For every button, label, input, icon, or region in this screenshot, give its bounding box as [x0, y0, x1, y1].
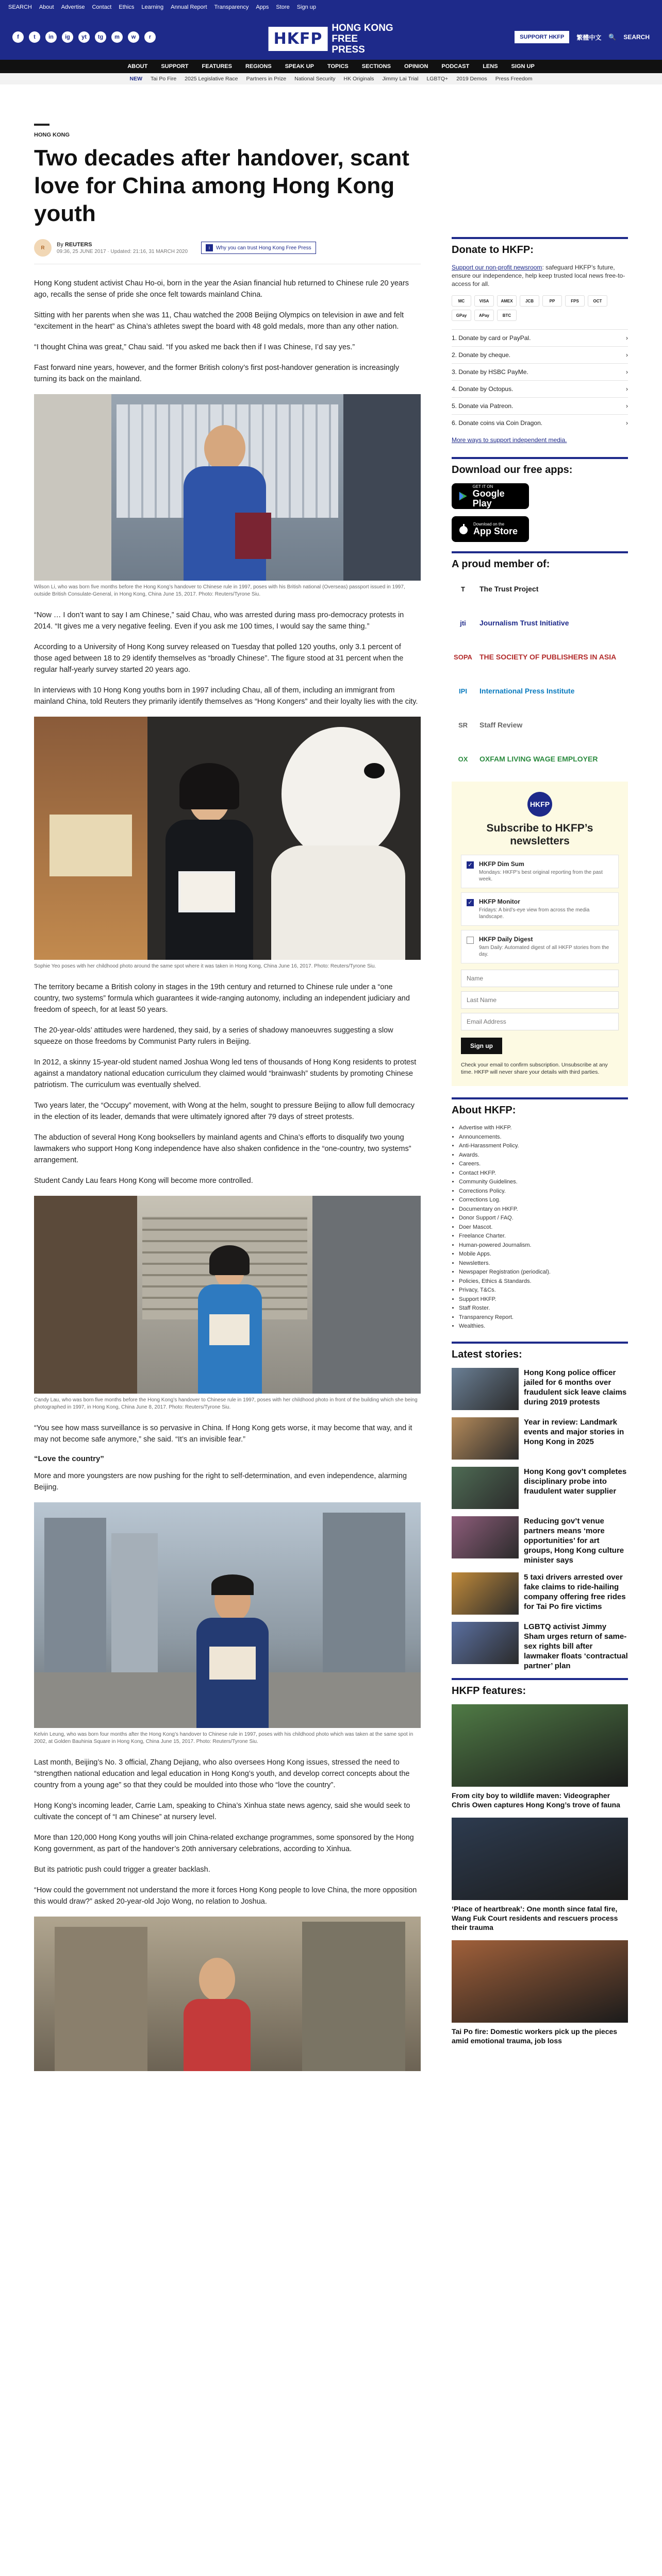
newsletter-checkbox[interactable]: ✓ — [467, 861, 474, 869]
latest-story[interactable] — [452, 1417, 628, 1460]
trending-link[interactable]: LGBTQ+ — [426, 76, 449, 82]
about-link[interactable]: • Community Guidelines. — [459, 1178, 628, 1187]
payment-icon: FPS — [565, 295, 585, 307]
member-name: Journalism Trust Initiative — [479, 619, 569, 627]
feature-story[interactable] — [452, 1818, 628, 1932]
nav-item[interactable]: FEATURES — [202, 63, 232, 70]
trending-link[interactable]: Press Freedom — [495, 76, 533, 82]
nav-item[interactable]: SECTIONS — [361, 63, 391, 70]
payment-icon: PP — [542, 295, 562, 307]
newsletter-title: Subscribe to HKFP’s newsletters — [486, 822, 593, 847]
feature-story[interactable] — [452, 1704, 628, 1809]
feature-story-title[interactable]: Tai Po fire: Domestic workers pick up the pieces amid emotional trauma, job loss — [452, 2027, 618, 2045]
site-logo[interactable] — [269, 23, 394, 55]
nav-item[interactable]: ABOUT — [127, 63, 148, 70]
social-icon[interactable]: ig — [62, 31, 73, 43]
payment-icon: VISA — [474, 295, 494, 307]
latest-title: Latest stories: — [452, 1348, 522, 1360]
member-logo-mark: T — [461, 585, 465, 593]
trust-link[interactable] — [201, 242, 316, 254]
social-links — [12, 31, 156, 43]
about-link[interactable]: • Awards. — [459, 1151, 628, 1160]
trending-link[interactable]: Partners in Prize — [246, 76, 287, 82]
trending-link[interactable]: 2025 Legislative Race — [185, 76, 238, 82]
donate-option-label: 4. Donate by Octopus. — [452, 385, 514, 393]
member-logo[interactable] — [452, 714, 628, 736]
nav-item[interactable]: OPINION — [404, 63, 428, 70]
chevron-right-icon: › — [626, 385, 628, 393]
features-widget — [452, 1678, 628, 2045]
newsletter-logo: HKFP — [527, 792, 552, 817]
astore-small-text: Download on the — [473, 522, 505, 527]
gplay-big-text: Google Play — [472, 488, 505, 509]
app-store-badge[interactable] — [452, 516, 529, 542]
newsletter-option[interactable] — [461, 892, 619, 926]
donate-option[interactable] — [452, 397, 628, 414]
member-logo[interactable] — [452, 748, 628, 770]
article-photo[interactable] — [34, 1502, 421, 1728]
donate-option-label: 2. Donate by cheque. — [452, 351, 511, 359]
paragraph: The territory became a British colony in stages in the 19th century and returned to Chinese rule under a “one country, two systems” formula which guarantees it wide-ranging autonomy, including an independent judiciary and freedom of speech, for at least 50 years. — [34, 983, 410, 1014]
donate-option[interactable] — [452, 380, 628, 397]
member-logo[interactable] — [452, 612, 628, 634]
member-logo-mark: SOPA — [454, 653, 472, 661]
paragraph: Two years later, the “Occupy” movement, with Wong at the helm, sought to pressure Beijing to allow full democracy in the election of its leader, demands that were ultimately ignored after 79 days of street protests. — [34, 1101, 415, 1121]
donate-more-link[interactable]: More ways to support independent media. — [452, 436, 567, 444]
latest-story-thumbnail[interactable] — [452, 1622, 519, 1664]
photo-caption: Candy Lau, who was born five months before the Hong Kong’s handover to Chinese rule in 1997, poses with her childhood photo in front of the building which she being photographed in 1997, in Hong Kong, China June 8, 2017. Photo: Reuters/Tyrone Siu. — [34, 1397, 418, 1410]
latest-story-thumbnail[interactable] — [452, 1467, 519, 1509]
header-actions — [515, 31, 650, 43]
logo-text: HONG KONG FREE PRESS — [332, 23, 393, 55]
donate-text — [452, 263, 628, 288]
main-nav — [0, 60, 662, 73]
latest-story-title[interactable]: LGBTQ activist Jimmy Sham urges return of same-sex rights bill after lawmaker floats ‘contractual partner’ plan — [524, 1622, 628, 1670]
about-link[interactable]: • Anti-Harassment Policy. — [459, 1142, 628, 1151]
chevron-right-icon: › — [626, 419, 628, 427]
newsletter-name-input[interactable] — [461, 970, 619, 987]
payment-icon: GPay — [452, 310, 471, 321]
about-link[interactable]: • Freelance Charter. — [459, 1232, 628, 1241]
site-header — [0, 14, 662, 60]
social-icon[interactable]: tg — [95, 31, 106, 43]
social-icon[interactable]: r — [144, 31, 156, 43]
donate-option[interactable] — [452, 363, 628, 380]
newsletter-option-name: HKFP Dim Sum — [479, 860, 524, 868]
member-name: THE SOCIETY OF PUBLISHERS IN ASIA — [479, 653, 617, 661]
about-link[interactable]: • Newsletters. — [459, 1259, 628, 1268]
apple-icon — [458, 523, 469, 535]
feature-story[interactable] — [452, 1940, 628, 2045]
about-link[interactable]: • Advertise with HKFP. — [459, 1124, 628, 1133]
about-title: About HKFP: — [452, 1105, 516, 1116]
article-title: Two decades after handover, scant love for China among Hong Kong youth — [34, 145, 409, 226]
utility-link[interactable]: Contact — [92, 4, 112, 10]
author-avatar: R — [34, 239, 52, 257]
chevron-right-icon: › — [626, 368, 628, 376]
sidebar — [452, 237, 628, 2054]
newsletter-email-input[interactable] — [461, 1013, 619, 1030]
social-icon[interactable]: in — [45, 31, 57, 43]
nav-item[interactable]: REGIONS — [245, 63, 272, 70]
latest-story-thumbnail[interactable] — [452, 1516, 519, 1558]
about-link[interactable]: • Policies, Ethics & Standards. — [459, 1277, 628, 1286]
latest-story-thumbnail[interactable] — [452, 1368, 519, 1410]
utility-link[interactable]: Apps — [256, 4, 269, 10]
about-link[interactable]: • Corrections Policy. — [459, 1187, 628, 1196]
newsletter-option-desc: Fridays: A bird’s-eye view from across the media landscape. — [479, 907, 590, 920]
member-logo[interactable] — [452, 680, 628, 702]
paragraph: More than 120,000 Hong Kong youths will join China-related exchange programmes, some sponsored by the Hong Kong government, as part of the handover’s 20th anniversary celebrations, according to Xinhua. — [34, 1834, 414, 1853]
nav-item[interactable]: PODCAST — [441, 63, 470, 70]
about-link[interactable]: • Careers. — [459, 1160, 628, 1169]
latest-story-title[interactable]: Reducing gov’t venue partners means ‘more opportunities’ for art groups, Hong Kong culture minister says — [524, 1516, 624, 1565]
utility-link[interactable]: Advertise — [61, 4, 85, 10]
donate-text-body: : safeguard HKFP’s future, ensure our independence, help keep trusted local news free-to-access for all. — [452, 264, 625, 287]
paragraph: But its patriotic push could trigger a greater backlash. — [34, 1866, 210, 1874]
payment-icons — [452, 295, 628, 321]
feature-story-title[interactable]: ‘Place of heartbreak’: One month since fatal fire, Wang Fuk Court residents and rescuers process their trauma — [452, 1904, 618, 1931]
publish-dates: 09:36, 25 JUNE 2017 · Updated: 21:16, 31 MARCH 2020 — [57, 248, 188, 255]
paragraph: “Now … I don’t want to say I am Chinese,” said Chau, who was arrested during mass pro-democracy protests in 2014. “It gives me a very negative feeling. Even if you ask me 100 times, I would say the same thing.” — [34, 611, 404, 631]
trending-link[interactable]: 2019 Demos — [456, 76, 487, 82]
newsletter-option[interactable] — [461, 930, 619, 963]
member-name: The Trust Project — [479, 585, 539, 593]
photo-caption: Wilson Li, who was born five months before the Hong Kong’s handover to Chinese rule in 1997, poses with his British national (Overseas) passport issued in 1997, outside British Consulate-General, in Hong Kong, China June 15, 2017. Photo: Reuters/Tyrone Siu. — [34, 584, 405, 597]
paragraph: Last month, Beijing’s No. 3 official, Zhang Dejiang, who also oversees Hong Kong issues, stressed the need to “strengthen national education and legal education in Hong Kong’s youth, and develop correct concepts about the country from a young age” so that they could be moulded into those who “love the country”. — [34, 1758, 410, 1789]
donate-option-label: 5. Donate via Patreon. — [452, 402, 514, 410]
donate-option[interactable] — [452, 346, 628, 363]
member-logo-mark: jti — [460, 619, 466, 627]
paragraph: According to a University of Hong Kong survey released on Tuesday that polled 120 youths, only 3.1 percent of those aged between 18 to 29 identify themselves as “broadly Chinese”. The figure stood at 31 percent when the regular half-yearly survey started 20 years ago. — [34, 643, 404, 674]
paragraph: Hong Kong’s incoming leader, Carrie Lam, speaking to China’s Xinhua state news agency, said she would seek to cultivate the concept of “I am Chinese” at nursery level. — [34, 1802, 410, 1821]
language-switch[interactable]: 繁體中文 — [576, 33, 602, 41]
utility-link[interactable]: Annual Report — [171, 4, 207, 10]
paragraph: Fast forward nine years, however, and the former British colony’s first post-handover generation is increasingly turning its back on the mainland. — [34, 364, 400, 383]
nav-item[interactable]: SIGN UP — [511, 63, 535, 70]
trending-link[interactable]: HK Originals — [343, 76, 374, 82]
article — [34, 124, 421, 2074]
trending-bar — [0, 73, 662, 84]
latest-story[interactable] — [452, 1467, 628, 1509]
gplay-small-text: GET IT ON — [472, 484, 493, 489]
utility-link[interactable]: About — [39, 4, 54, 10]
newsletter-checkbox[interactable]: ✓ — [467, 899, 474, 906]
newsletter-option-desc: 9am Daily: Automated digest of all HKFP stories from the day. — [479, 945, 609, 957]
article-photo[interactable] — [34, 717, 421, 960]
apps-title: Download our free apps: — [452, 464, 573, 476]
donate-option-label: 1. Donate by card or PayPal. — [452, 334, 531, 342]
social-icon[interactable]: t — [29, 31, 40, 43]
paragraph: Sitting with her parents when she was 11, Chau watched the 2008 Beijing Olympics on television in awe and felt “excitement in the heart” as China’s athletes swept the board with 48 gold medals, more than any other nation. — [34, 311, 404, 331]
trending-link[interactable]: Tai Po Fire — [150, 76, 177, 82]
astore-big-text: App Store — [473, 526, 518, 536]
social-icon[interactable]: yt — [78, 31, 90, 43]
latest-story-thumbnail[interactable] — [452, 1417, 519, 1460]
members-widget — [452, 551, 628, 770]
article-photo[interactable] — [34, 1917, 421, 2071]
kicker-rule — [34, 124, 49, 126]
about-link[interactable]: • Contact HKFP. — [459, 1169, 628, 1178]
nav-item[interactable]: LENS — [483, 63, 498, 70]
social-icon[interactable]: f — [12, 31, 24, 43]
google-play-badge[interactable] — [452, 483, 529, 509]
about-link[interactable]: • Human-powered Journalism. — [459, 1241, 628, 1250]
about-link[interactable]: • Support HKFP. — [459, 1295, 628, 1304]
chevron-right-icon: › — [626, 351, 628, 359]
newsletter-widget — [452, 782, 628, 1086]
byline: R By REUTERS 09:36, 25 JUNE 2017 · Updated: 21:16, 31 MARCH 2020 i Why you can trust Hong Kong Free Press — [34, 239, 421, 264]
utility-link[interactable]: Transparency — [214, 4, 249, 10]
donate-support-link[interactable]: Support our non-profit newsroom — [452, 264, 542, 271]
nav-item[interactable]: SPEAK UP — [285, 63, 314, 70]
article-kicker[interactable]: HONG KONG — [34, 132, 70, 138]
article-photo[interactable] — [34, 394, 421, 581]
utility-bar — [0, 0, 662, 14]
latest-story[interactable] — [452, 1516, 628, 1565]
member-logo[interactable] — [452, 578, 628, 600]
newsletter-option-name: HKFP Monitor — [479, 898, 520, 905]
photo-caption: Kelvin Leung, who was born four months after the Hong Kong’s handover to Chinese rule in 1997, poses with his childhood photo which was taken at the same spot in 2002, at Golden Bauhinia Square in Hong Kong, China June 15, 2017. Photo: Reuters/Tyrone Siu. — [34, 1732, 413, 1744]
newsletter-option-desc: Mondays: HKFP’s best original reporting from the past week. — [479, 870, 603, 882]
donate-widget — [452, 237, 628, 444]
paragraph: The abduction of several Hong Kong booksellers by mainland agents and China’s efforts to disqualify two young lawmakers who support Hong Kong independence have also shaken confidence in the “one-country, two systems” arrangement. — [34, 1133, 411, 1164]
utility-link[interactable]: Learning — [141, 4, 164, 10]
latest-story[interactable] — [452, 1572, 628, 1615]
latest-story-title[interactable]: 5 taxi drivers arrested over fake claims to ride-hailing company offering free rides for Tai Po fire victims — [524, 1572, 626, 1611]
utility-link[interactable]: SEARCH — [8, 4, 32, 10]
paragraph: “I thought China was great,” Chau said. “If you asked me back then if I was Chinese, I’d say yes.” — [34, 343, 355, 351]
utility-link[interactable]: Sign up — [296, 4, 317, 10]
trending-new-label: NEW — [129, 76, 142, 82]
payment-icon: JCB — [520, 295, 539, 307]
latest-widget — [452, 1342, 628, 1671]
donate-option-label: 3. Donate by HSBC PayMe. — [452, 368, 528, 376]
features-title: HKFP features: — [452, 1685, 526, 1697]
about-link[interactable]: • Privacy, T&Cs. — [459, 1286, 628, 1295]
newsletter-fineprint: Check your email to confirm subscription. Unsubscribe at any time. HKFP will never share your details with third parties. — [461, 1062, 608, 1075]
donate-title: Donate to HKFP: — [452, 244, 534, 256]
latest-story[interactable] — [452, 1368, 628, 1410]
feature-story-title[interactable]: From city boy to wildlife maven: Videographer Chris Owen captures Hong Kong’s trove of fauna — [452, 1791, 620, 1809]
trending-link[interactable]: Jimmy Lai Trial — [382, 76, 419, 82]
feature-story-image[interactable] — [452, 1704, 628, 1787]
member-logo-mark: IPI — [459, 687, 467, 695]
utility-link[interactable]: Ethics — [119, 4, 135, 10]
member-name: International Press Institute — [479, 687, 575, 695]
about-link[interactable]: • Mobile Apps. — [459, 1250, 628, 1259]
about-widget — [452, 1097, 628, 1331]
google-play-icon — [458, 490, 469, 502]
about-link[interactable]: • Wealthies. — [459, 1322, 628, 1331]
newsletter-signup-button[interactable]: Sign up — [461, 1038, 502, 1054]
members-title: A proud member of: — [452, 558, 550, 570]
header-search-label[interactable]: SEARCH — [623, 33, 650, 41]
newsletter-checkbox[interactable] — [467, 937, 474, 944]
photo-caption: Sophie Yeo poses with her childhood photo around the same spot where it was taken in Hong Kong, China June 16, 2017. Photo: Reuters/Tyrone Siu. — [34, 963, 376, 969]
donate-option-label: 6. Donate coins via Coin Dragon. — [452, 419, 543, 427]
latest-story-title[interactable]: Hong Kong gov’t completes disciplinary probe into fraudulent water supplier — [524, 1467, 627, 1496]
feature-story-image[interactable] — [452, 1940, 628, 2023]
article-photo[interactable] — [34, 1196, 421, 1394]
support-hkfp-button[interactable]: SUPPORT HKFP — [515, 31, 569, 43]
about-link[interactable]: • Doer Mascot. — [459, 1223, 628, 1232]
about-link[interactable]: • Staff Roster. — [459, 1304, 628, 1313]
social-icon[interactable]: m — [111, 31, 123, 43]
newsletter-option-name: HKFP Daily Digest — [479, 936, 533, 943]
paragraph: Hong Kong student activist Chau Ho-oi, born in the year the Asian financial hub returned to Chinese rule 20 years ago, recalls the sense of pride she once felt towards mainland China. — [34, 279, 409, 299]
payment-icon: APay — [474, 310, 494, 321]
paragraph: More and more youngsters are now pushing for the right to self-determination, and even independence, alarming Beijing. — [34, 1472, 407, 1492]
search-icon[interactable]: 🔍 — [608, 33, 617, 41]
member-logo-mark: OX — [458, 755, 468, 763]
chevron-right-icon: › — [626, 334, 628, 342]
member-logo[interactable] — [452, 646, 628, 668]
about-link[interactable]: • Newspaper Registration (periodical). — [459, 1268, 628, 1277]
social-icon[interactable]: w — [128, 31, 139, 43]
paragraph: In 2012, a skinny 15-year-old student named Joshua Wong led tens of thousands of Hong Kong residents to protest against a mandatory national education curriculum they claimed would “brainwash” students by promoting Chinese patriotism. The curriculum was eventually shelved. — [34, 1058, 417, 1089]
paragraph: In interviews with 10 Hong Kong youths born in 1997 including Chau, all of them, including an immigrant from mainland China, told Reuters they primarily identify themselves as “Hong Kongers” and their loyalty lies with the city. — [34, 686, 418, 706]
chevron-right-icon: › — [626, 402, 628, 410]
newsletter-lastname-input[interactable] — [461, 991, 619, 1009]
latest-story-title[interactable]: Year in review: Landmark events and major stories in Hong Kong in 2025 — [524, 1417, 624, 1446]
member-name: Staff Review — [479, 721, 523, 729]
donate-option[interactable] — [452, 414, 628, 431]
nav-item[interactable]: TOPICS — [327, 63, 349, 70]
payment-icon: AMEX — [497, 295, 517, 307]
paragraph: Student Candy Lau fears Hong Kong will become more controlled. — [34, 1177, 253, 1185]
paragraph: “How could the government not understand the more it forces Hong Kong people to love China, the more opposition this would draw?” asked 20-year-old Jojo Wong, no relation to Joshua. — [34, 1886, 417, 1906]
about-link[interactable]: • Documentary on HKFP. — [459, 1205, 628, 1214]
logo-mark: HKFP — [269, 27, 328, 51]
trust-link-label: Why you can trust Hong Kong Free Press — [216, 245, 311, 251]
trending-link[interactable]: National Security — [294, 76, 336, 82]
about-link[interactable]: • Announcements. — [459, 1133, 628, 1142]
paragraph: The 20-year-olds’ attitudes were hardened, they said, by a series of shadowy manoeuvres suggesting a slow squeeze on those freedoms by Communist Party rulers in Beijing. — [34, 1026, 393, 1046]
about-link[interactable]: • Corrections Log. — [459, 1196, 628, 1205]
info-icon: i — [206, 244, 213, 251]
latest-story[interactable] — [452, 1622, 628, 1671]
latest-story-title[interactable]: Hong Kong police officer jailed for 6 months over fraudulent sick leave claims during 2019 protests — [524, 1368, 627, 1406]
nav-item[interactable]: SUPPORT — [161, 63, 189, 70]
author-name[interactable]: REUTERS — [64, 241, 92, 248]
latest-story-thumbnail[interactable] — [452, 1572, 519, 1615]
paragraph: “You see how mass surveillance is so pervasive in China. If Hong Kong gets worse, it may become that way, and it may not become safe anymore,” she said. “It’s an invisible fear.” — [34, 1424, 412, 1444]
donate-option[interactable] — [452, 329, 628, 346]
about-link[interactable]: • Transparency Report. — [459, 1313, 628, 1323]
payment-icon: BTC — [497, 310, 517, 321]
feature-story-image[interactable] — [452, 1818, 628, 1900]
section-subhead: “Love the country” — [34, 1454, 104, 1463]
member-name: OXFAM LIVING WAGE EMPLOYER — [479, 755, 598, 763]
about-link[interactable]: • Donor Support / FAQ. — [459, 1214, 628, 1223]
payment-icon: OCT — [588, 295, 607, 307]
apps-widget — [452, 457, 628, 542]
member-logo-mark: SR — [458, 721, 468, 729]
payment-icon: MC — [452, 295, 471, 307]
utility-link[interactable]: Store — [276, 4, 290, 10]
newsletter-option[interactable] — [461, 855, 619, 888]
